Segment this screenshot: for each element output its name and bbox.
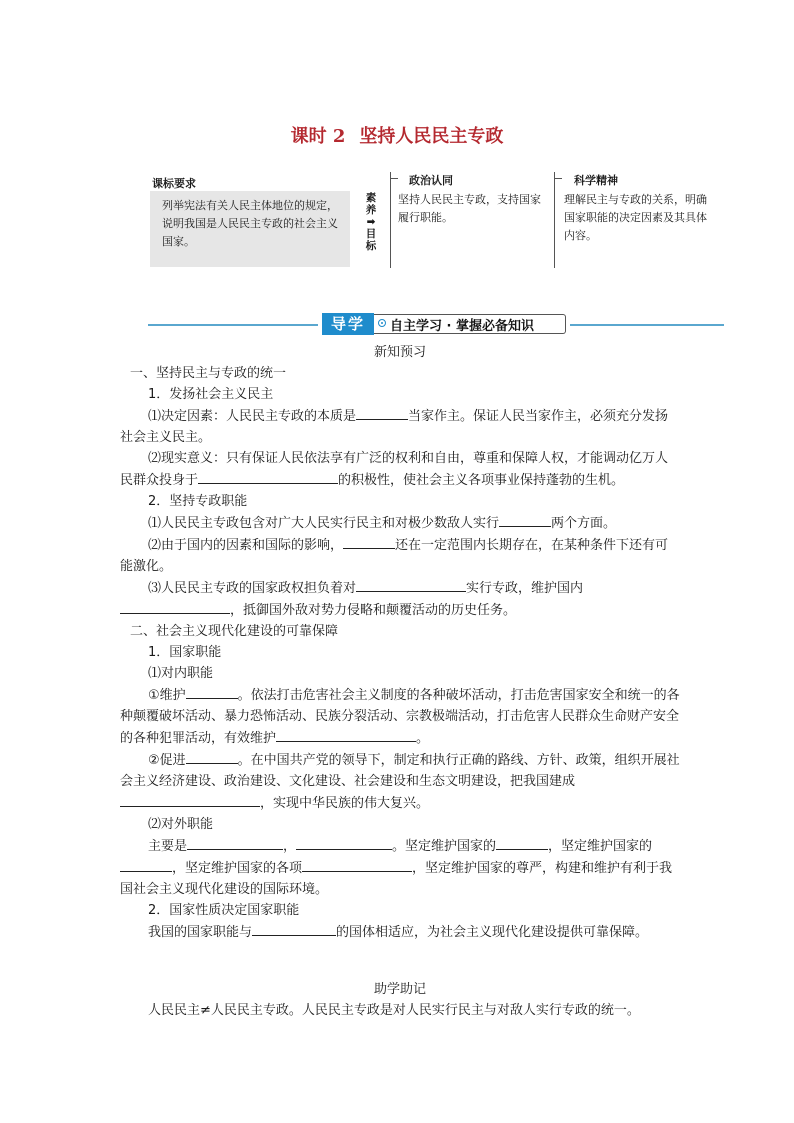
goal-tick xyxy=(390,178,398,179)
banner-line-right xyxy=(570,324,724,326)
literacy-char: 素 xyxy=(365,192,377,204)
literacy-char: 养 xyxy=(365,204,377,216)
arrow-right-icon: ➡ xyxy=(366,216,376,228)
heading-2: 二、社会主义现代化建设的可靠保障 xyxy=(130,624,339,639)
literacy-char: 标 xyxy=(365,240,377,252)
heading-1-1: 1．发扬社会主义民主 xyxy=(148,387,274,402)
goal-divider xyxy=(390,172,391,268)
paragraph: 我国的国家职能与 的国体相适应，为社会主义现代化建设提供可靠保障。 xyxy=(120,921,680,943)
paragraph: ②促进 。在中国共产党的领导下，制定和执行正确的路线、方针、政策，组织开展社会主义经济建设、政治建设、文化建设、社会建设和生态文明建设，把我国建成，实现中华民族的伟大复兴。 xyxy=(120,749,680,814)
blank[interactable] xyxy=(356,577,466,592)
paragraph: 主要是 ， 。坚定维护国家的 ，坚定维护国家的，坚定维护国家的各项 ，坚定维护国家的尊严，构建和维护有利于我国社会主义现代化建设的国际环境。 xyxy=(120,835,680,900)
heading-1-2: 2．坚持专政职能 xyxy=(148,494,248,509)
blank[interactable] xyxy=(496,835,548,850)
blank[interactable] xyxy=(356,405,408,420)
blank[interactable] xyxy=(276,727,416,742)
heading-1: 一、坚持民主与专政的统一 xyxy=(130,366,287,381)
target-icon xyxy=(378,319,386,327)
blank[interactable] xyxy=(499,512,551,527)
banner-line-left xyxy=(148,324,318,326)
paragraph: ⑶人民民主专政的国家政权担负着对 实行专政，维护国内 ，抵御国外敌对势力侵略和颠覆活动的历史任务。 xyxy=(120,577,680,621)
standards-text: 列举宪法有关人民主体地位的规定，说明我国是人民民主专政的社会主义国家。 xyxy=(162,199,338,248)
paragraph: ⑴决定因素：人民民主专政的本质是 当家作主。保证人民当家作主，必须充分发扬社会主义民主。 xyxy=(120,405,680,448)
goal-head-political: 政治认同 xyxy=(409,174,453,187)
paragraph: ⑵现实意义：只有保证人民依法享有广泛的权利和自由，尊重和保障人权，才能调动亿万人民群众投身于 的积极性，使社会主义各项事业保持蓬勃的生机。 xyxy=(120,451,669,488)
lesson-topic: 坚持人民民主专政 xyxy=(359,126,504,147)
banner-badge: 导学 xyxy=(322,313,374,335)
blank[interactable] xyxy=(302,857,412,872)
paragraph: ⑵由于国内的因素和国际的影响， 还在一定范围内长期存在，在某种条件下还有可能激化。 xyxy=(120,534,680,577)
banner-text: 自主学习 · 掌握必备知识 xyxy=(390,319,534,334)
main-content xyxy=(120,342,680,1021)
goal-tick xyxy=(554,178,562,179)
standards-box xyxy=(150,191,350,267)
heading-2-1a: ⑴对内职能 xyxy=(148,666,214,681)
page-title xyxy=(0,122,794,148)
blank[interactable] xyxy=(198,469,338,484)
literacy-goal-label xyxy=(364,192,378,252)
heading-2-2: 2．国家性质决定国家职能 xyxy=(148,903,300,918)
heading-2-1: 1．国家职能 xyxy=(148,645,222,660)
goal-divider xyxy=(554,172,555,268)
blank[interactable] xyxy=(343,534,395,549)
blank[interactable] xyxy=(120,792,260,807)
goal-text-science: 理解民主与专政的关系，明确国家职能的决定因素及其具体内容。 xyxy=(564,193,707,242)
blank[interactable] xyxy=(186,749,238,764)
blank[interactable] xyxy=(296,835,392,850)
blank[interactable] xyxy=(120,599,230,614)
heading-2-1b: ⑵对外职能 xyxy=(148,817,214,832)
lesson-number: 课时 2 xyxy=(290,126,346,147)
goal-text-political: 坚持人民民主专政，支持国家履行职能。 xyxy=(398,193,541,224)
section-heading: 新知预习 xyxy=(373,345,426,360)
blank[interactable] xyxy=(186,684,238,699)
memo-heading: 助学助记 xyxy=(373,982,426,997)
goal-head-science: 科学精神 xyxy=(574,174,618,187)
paragraph: ①维护 。依法打击危害社会主义制度的各种破坏活动，打击危害国家安全和统一的各种颠覆破坏活动、暴力恐怖活动、民族分裂活动、宗教极端活动，打击危害人民群众生命财产安全的各种犯罪活动，有效维护 。 xyxy=(120,684,680,749)
literacy-char: 目 xyxy=(365,228,377,240)
blank[interactable] xyxy=(187,835,283,850)
standards-label: 课标要求 xyxy=(152,177,196,190)
memo-text: 人民民主≠人民民主专政。人民民主专政是对人民实行民主与对敌人实行专政的统一。 xyxy=(148,1003,640,1018)
blank[interactable] xyxy=(120,857,172,872)
paragraph: ⑴人民民主专政包含对广大人民实行民主和对极少数敌人实行 两个方面。 xyxy=(120,512,680,534)
blank[interactable] xyxy=(252,921,336,936)
